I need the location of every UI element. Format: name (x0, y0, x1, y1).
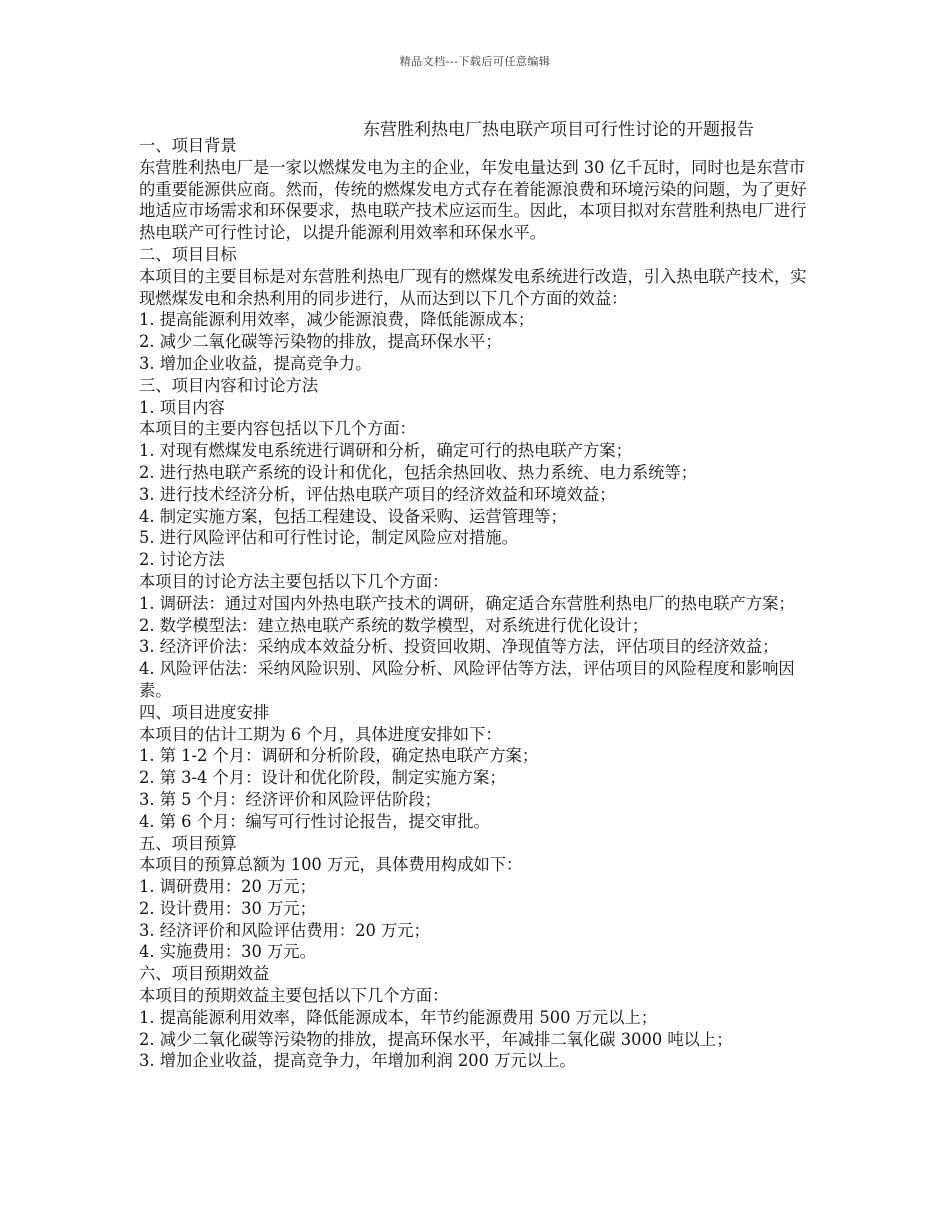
list-item: 4. 第 6 个月：编写可行性讨论报告，提交审批。 (139, 811, 490, 831)
list-item: 4. 制定实施方案，包括工程建设、设备采购、运营管理等； (139, 506, 567, 526)
list-item: 3. 经济评价和风险评估费用：20 万元； (139, 920, 430, 940)
paragraph-methods-intro: 本项目的讨论方法主要包括以下几个方面： (139, 571, 449, 591)
subheading-methods: 2. 讨论方法 (139, 550, 225, 570)
list-item: 2. 减少二氧化碳等污染物的排放，提高环保水平； (139, 332, 502, 352)
list-item: 2. 数学模型法：建立热电联产系统的数学模型，对系统进行优化设计； (139, 615, 649, 635)
list-item: 1. 第 1-2 个月：调研和分析阶段，确定热电联产方案； (139, 746, 539, 766)
section-heading-benefits: 六、项目预期效益 (139, 964, 270, 984)
section-heading-content-methods: 三、项目内容和讨论方法 (139, 375, 319, 395)
list-item: 2. 设计费用：30 万元； (139, 898, 316, 918)
list-item: 1. 调研法：通过对国内外热电联产技术的调研，确定适合东营胜利热电厂的热电联产方案； (139, 593, 795, 613)
document-body (139, 135, 813, 1072)
section-heading-budget: 五、项目预算 (139, 833, 237, 853)
list-item: 1. 对现有燃煤发电系统进行调研和分析，确定可行的热电联产方案； (139, 441, 632, 461)
list-item: 4. 实施费用：30 万元。 (139, 942, 316, 962)
list-item: 4. 风险评估法：采纳风险识别、风险分析、风险评估等方法，评估项目的风险程度和影响因素。 (139, 659, 795, 700)
list-item: 5. 进行风险评估和可行性讨论，制定风险应对措施。 (139, 528, 518, 548)
list-item: 1. 提高能源利用效率，降低能源成本，年节约能源费用 500 万元以上； (139, 1007, 658, 1027)
list-item: 1. 提高能源利用效率，减少能源浪费，降低能源成本； (139, 310, 535, 330)
list-item: 2. 进行热电联产系统的设计和优化，包括余热回收、热力系统、电力系统等； (139, 462, 697, 482)
section-heading-goals: 二、项目目标 (139, 244, 237, 264)
document-title: 东营胜利热电厂热电联产项目可行性讨论的开题报告 (363, 120, 754, 140)
list-item: 3. 增加企业收益，提高竞争力，年增加利润 200 万元以上。 (139, 1051, 576, 1071)
paragraph-goals: 本项目的主要目标是对东营胜利热电厂现有的燃煤发电系统进行改造，引入热电联产技术，实现燃煤发电和余热利用的同步进行，从而达到以下几个方面的效益： (139, 266, 807, 308)
paragraph-schedule-intro: 本项目的估计工期为 6 个月，具体进度安排如下： (139, 724, 502, 744)
list-item: 3. 第 5 个月：经济评价和风险评估阶段； (139, 789, 441, 809)
subheading-content: 1. 项目内容 (139, 397, 225, 417)
list-item: 2. 第 3-4 个月：设计和优化阶段，制定实施方案； (139, 768, 506, 788)
paragraph-benefits-intro: 本项目的预期效益主要包括以下几个方面： (139, 986, 449, 1006)
list-item: 3. 经济评价法：采纳成本效益分析、投资回收期、净现值等方法，评估项目的经济效益； (139, 637, 779, 657)
paragraph-budget-intro: 本项目的预算总额为 100 万元，具体费用构成如下： (139, 855, 523, 875)
paragraph-background: 东营胜利热电厂是一家以燃煤发电为主的企业，年发电量达到 30 亿千瓦时，同时也是东营市的重要能源供应商。然而，传统的燃煤发电方式存在着能源浪费和环境污染的问题，为了更好地适应市场需求和环保要求，热电联产技术应运而生。因此，本项目拟对东营胜利热电厂进行热电联产可行性讨论，以提升能源利用效率和环保水平。 (139, 157, 807, 243)
list-item: 2. 减少二氧化碳等污染物的排放，提高环保水平，年减排二氧化碳 3000 吨以上； (139, 1029, 733, 1049)
section-heading-schedule: 四、项目进度安排 (139, 702, 270, 722)
section-heading-background: 一、项目背景 (139, 136, 237, 155)
page-header: 精品文档---下载后可任意编辑 (399, 55, 551, 68)
paragraph-content-intro: 本项目的主要内容包括以下几个方面： (139, 419, 416, 439)
list-item: 1. 调研费用：20 万元； (139, 877, 316, 897)
list-item: 3. 增加企业收益，提高竞争力。 (139, 353, 372, 373)
list-item: 3. 进行技术经济分析，评估热电联产项目的经济效益和环境效益； (139, 484, 616, 504)
